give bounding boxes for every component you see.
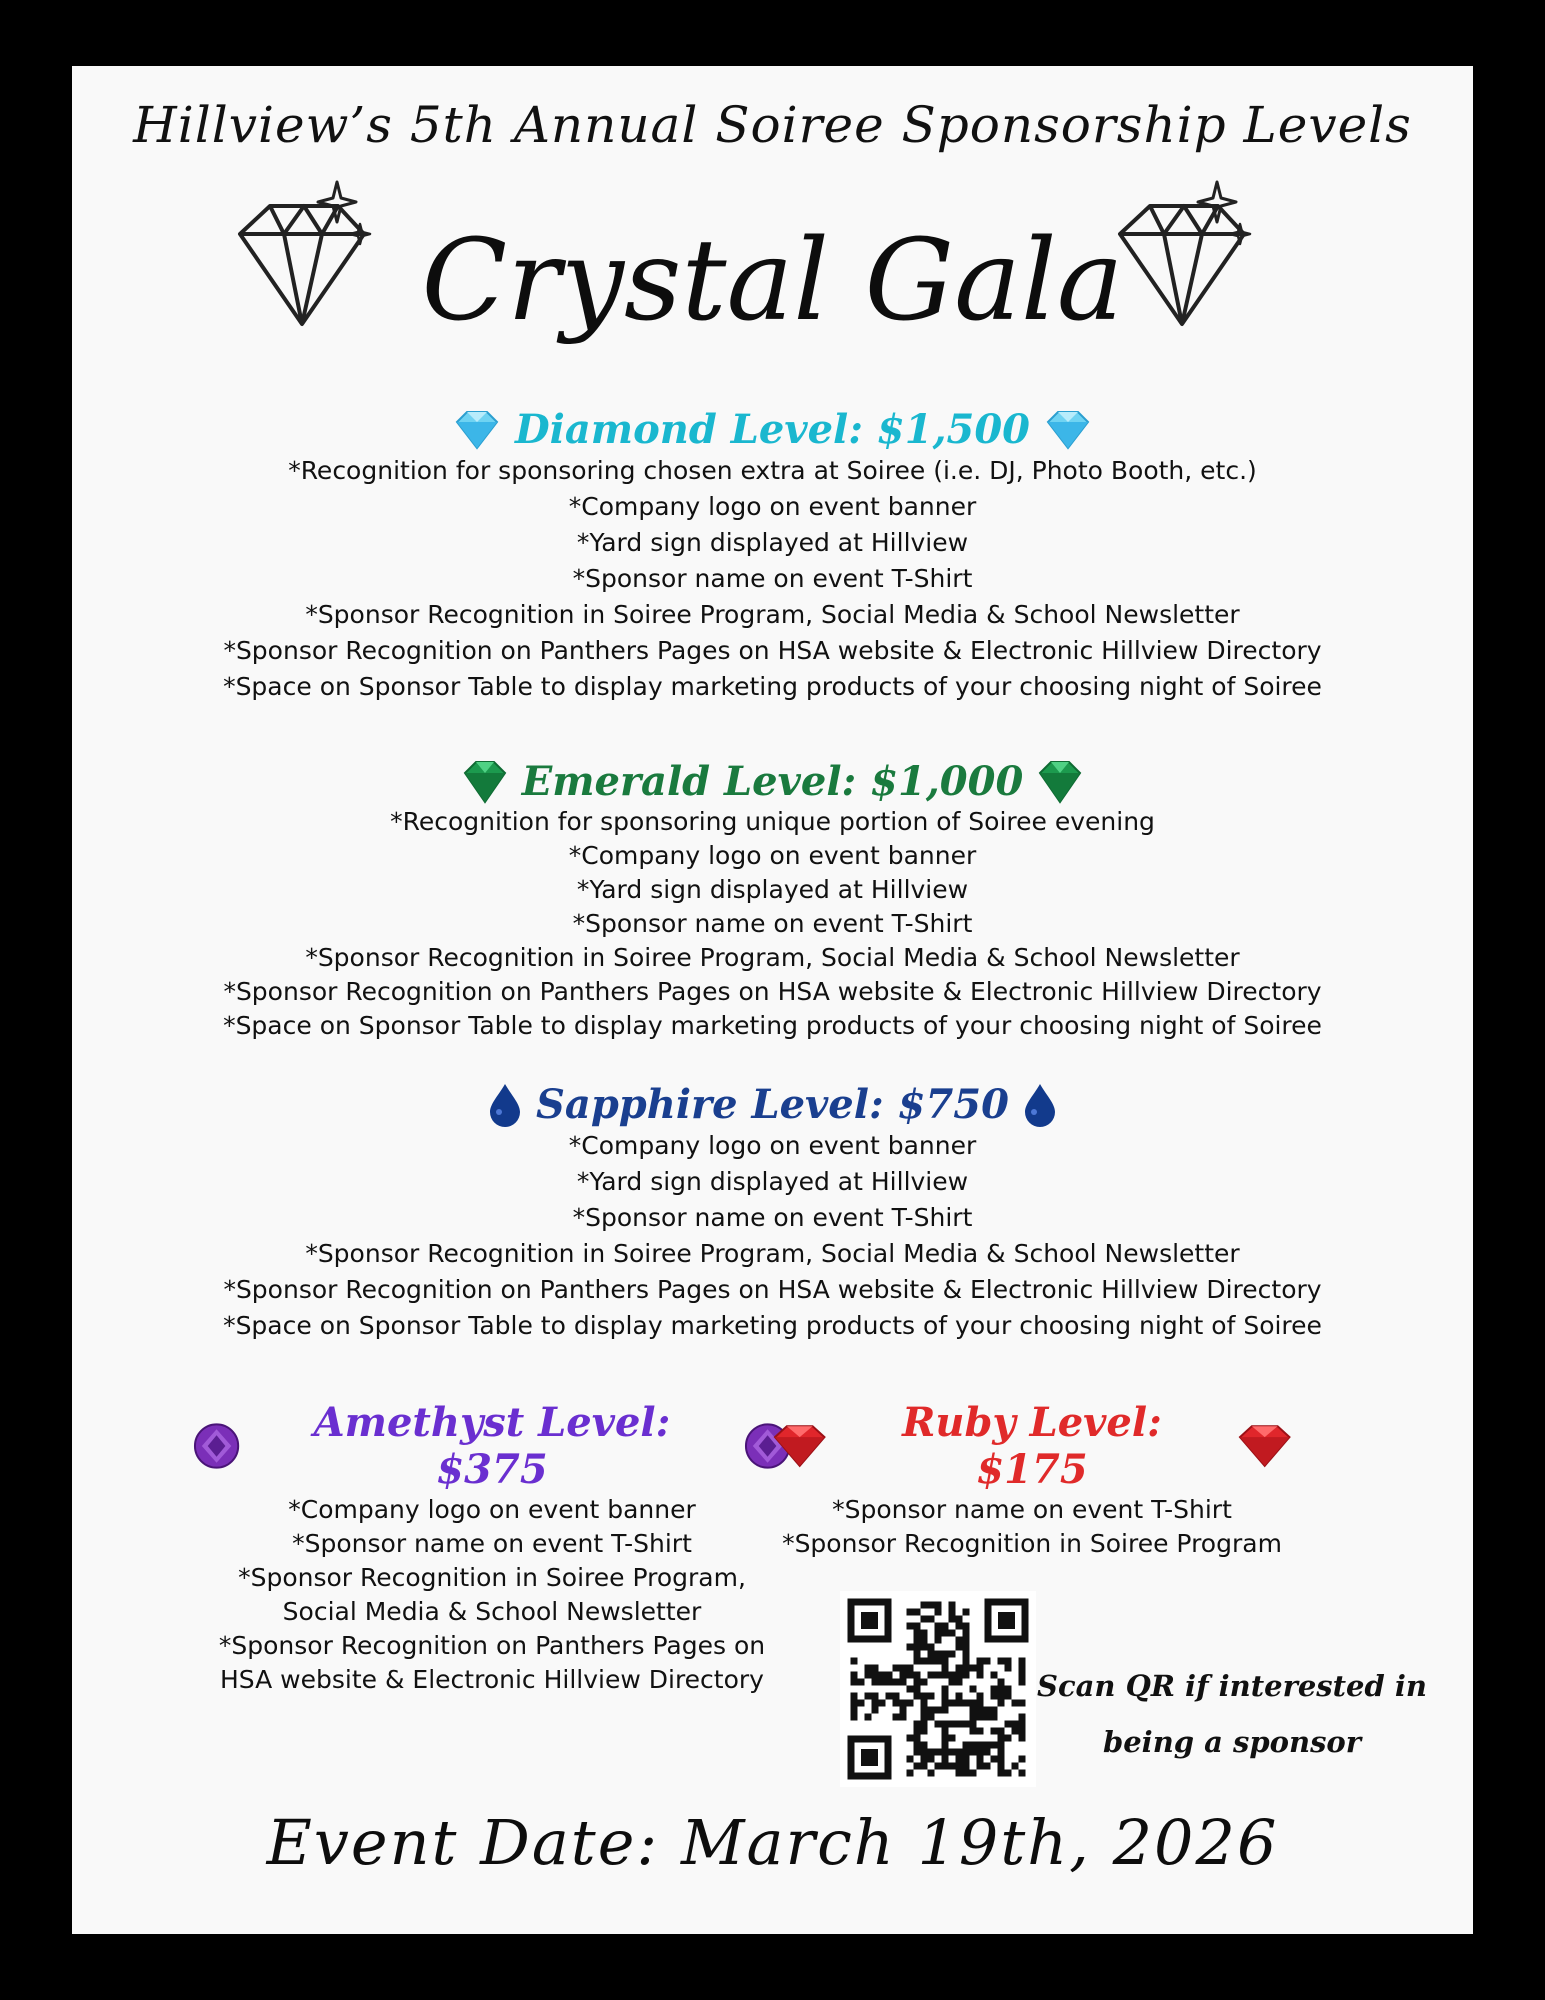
benefit-item: *Recognition for sponsoring unique portion of Soiree evening bbox=[390, 807, 1155, 836]
amethyst-level-heading bbox=[192, 1399, 792, 1493]
page-title: Crystal Gala bbox=[421, 216, 1124, 346]
diamond-benefits-list bbox=[72, 453, 1473, 705]
amethyst-level-section bbox=[192, 1399, 792, 1697]
emerald-icon bbox=[1037, 759, 1083, 805]
amethyst-benefits-list bbox=[192, 1493, 792, 1697]
scan-qr-line: being a sponsor bbox=[1102, 1725, 1362, 1759]
benefit-item: *Company logo on event banner bbox=[288, 1495, 696, 1524]
benefit-item: *Space on Sponsor Table to display marketing products of your choosing night of Soiree bbox=[223, 672, 1322, 701]
amethyst-gem-icon bbox=[192, 1421, 241, 1471]
benefit-item: *Sponsor name on event T-Shirt bbox=[832, 1495, 1232, 1524]
benefit-item: Social Media & School Newsletter bbox=[282, 1597, 702, 1626]
sapphire-benefits-list bbox=[72, 1128, 1473, 1344]
sapphire-drop-icon bbox=[488, 1082, 522, 1128]
diamond-outline-icon-right bbox=[1112, 176, 1272, 336]
benefit-item: *Company logo on event banner bbox=[568, 841, 977, 870]
benefit-item: *Company logo on event banner bbox=[568, 492, 977, 521]
ruby-benefits-list bbox=[772, 1493, 1292, 1561]
ruby-gem-icon bbox=[772, 1423, 827, 1469]
benefit-item: *Recognition for sponsoring chosen extra at Soiree (i.e. DJ, Photo Booth, etc.) bbox=[288, 456, 1257, 485]
emerald-level-section bbox=[72, 758, 1473, 1043]
benefit-item: *Yard sign displayed at Hillview bbox=[576, 528, 969, 557]
benefit-item: *Sponsor Recognition on Panthers Pages on HSA website & Electronic Hillview Directory bbox=[223, 977, 1322, 1006]
ruby-gem-icon bbox=[1237, 1423, 1292, 1469]
benefit-item: *Sponsor name on event T-Shirt bbox=[572, 564, 973, 593]
sapphire-level-section bbox=[72, 1081, 1473, 1344]
amethyst-level-title: Amethyst Level: $375 bbox=[313, 1399, 671, 1493]
ruby-level-heading bbox=[772, 1399, 1292, 1493]
ruby-level-section bbox=[772, 1399, 1292, 1561]
benefit-item: *Sponsor Recognition in Soiree Program, bbox=[238, 1563, 746, 1592]
diamond-level-title: Diamond Level: $1,500 bbox=[514, 406, 1031, 453]
sapphire-drop-icon bbox=[1023, 1082, 1057, 1128]
scan-qr-line: Scan QR if interested in bbox=[1037, 1669, 1427, 1703]
benefit-item: *Sponsor name on event T-Shirt bbox=[572, 1203, 973, 1232]
blue-diamond-icon bbox=[1044, 410, 1092, 450]
benefit-item: *Space on Sponsor Table to display marketing products of your choosing night of Soiree bbox=[223, 1011, 1322, 1040]
scan-qr-caption bbox=[1032, 1658, 1432, 1770]
blue-diamond-icon bbox=[453, 410, 501, 450]
subtitle: Hillview’s 5th Annual Soiree Sponsorship Levels bbox=[133, 96, 1412, 154]
sapphire-level-title: Sapphire Level: $750 bbox=[536, 1081, 1009, 1128]
emerald-level-title: Emerald Level: $1,000 bbox=[521, 758, 1024, 805]
benefit-item: *Sponsor name on event T-Shirt bbox=[572, 909, 973, 938]
benefit-item: *Sponsor name on event T-Shirt bbox=[292, 1529, 692, 1558]
diamond-level-section bbox=[72, 406, 1473, 705]
benefit-item: *Sponsor Recognition in Soiree Program bbox=[782, 1529, 1282, 1558]
diamond-level-heading bbox=[72, 406, 1473, 453]
event-date: Event Date: March 19th, 2026 bbox=[266, 1806, 1279, 1879]
sapphire-level-heading bbox=[72, 1081, 1473, 1128]
benefit-item: *Sponsor Recognition on Panthers Pages on bbox=[218, 1631, 766, 1660]
benefit-item: *Sponsor Recognition on Panthers Pages on HSA website & Electronic Hillview Directory bbox=[223, 636, 1322, 665]
emerald-benefits-list bbox=[72, 805, 1473, 1043]
emerald-level-heading bbox=[72, 758, 1473, 805]
benefit-item: *Sponsor Recognition in Soiree Program, Social Media & School Newsletter bbox=[305, 600, 1240, 629]
benefit-item: *Company logo on event banner bbox=[568, 1131, 977, 1160]
benefit-item: HSA website & Electronic Hillview Directory bbox=[220, 1665, 764, 1694]
emerald-icon bbox=[462, 759, 508, 805]
benefit-item: *Yard sign displayed at Hillview bbox=[576, 875, 969, 904]
ruby-level-title: Ruby Level: $175 bbox=[902, 1399, 1162, 1493]
flyer-page bbox=[72, 66, 1473, 1934]
benefit-item: *Yard sign displayed at Hillview bbox=[576, 1167, 969, 1196]
benefit-item: *Space on Sponsor Table to display marketing products of your choosing night of Soiree bbox=[223, 1311, 1322, 1340]
benefit-item: *Sponsor Recognition in Soiree Program, Social Media & School Newsletter bbox=[305, 943, 1240, 972]
benefit-item: *Sponsor Recognition in Soiree Program, Social Media & School Newsletter bbox=[305, 1239, 1240, 1268]
benefit-item: *Sponsor Recognition on Panthers Pages on HSA website & Electronic Hillview Directory bbox=[223, 1275, 1322, 1304]
sponsor-qr-code[interactable] bbox=[840, 1591, 1036, 1787]
